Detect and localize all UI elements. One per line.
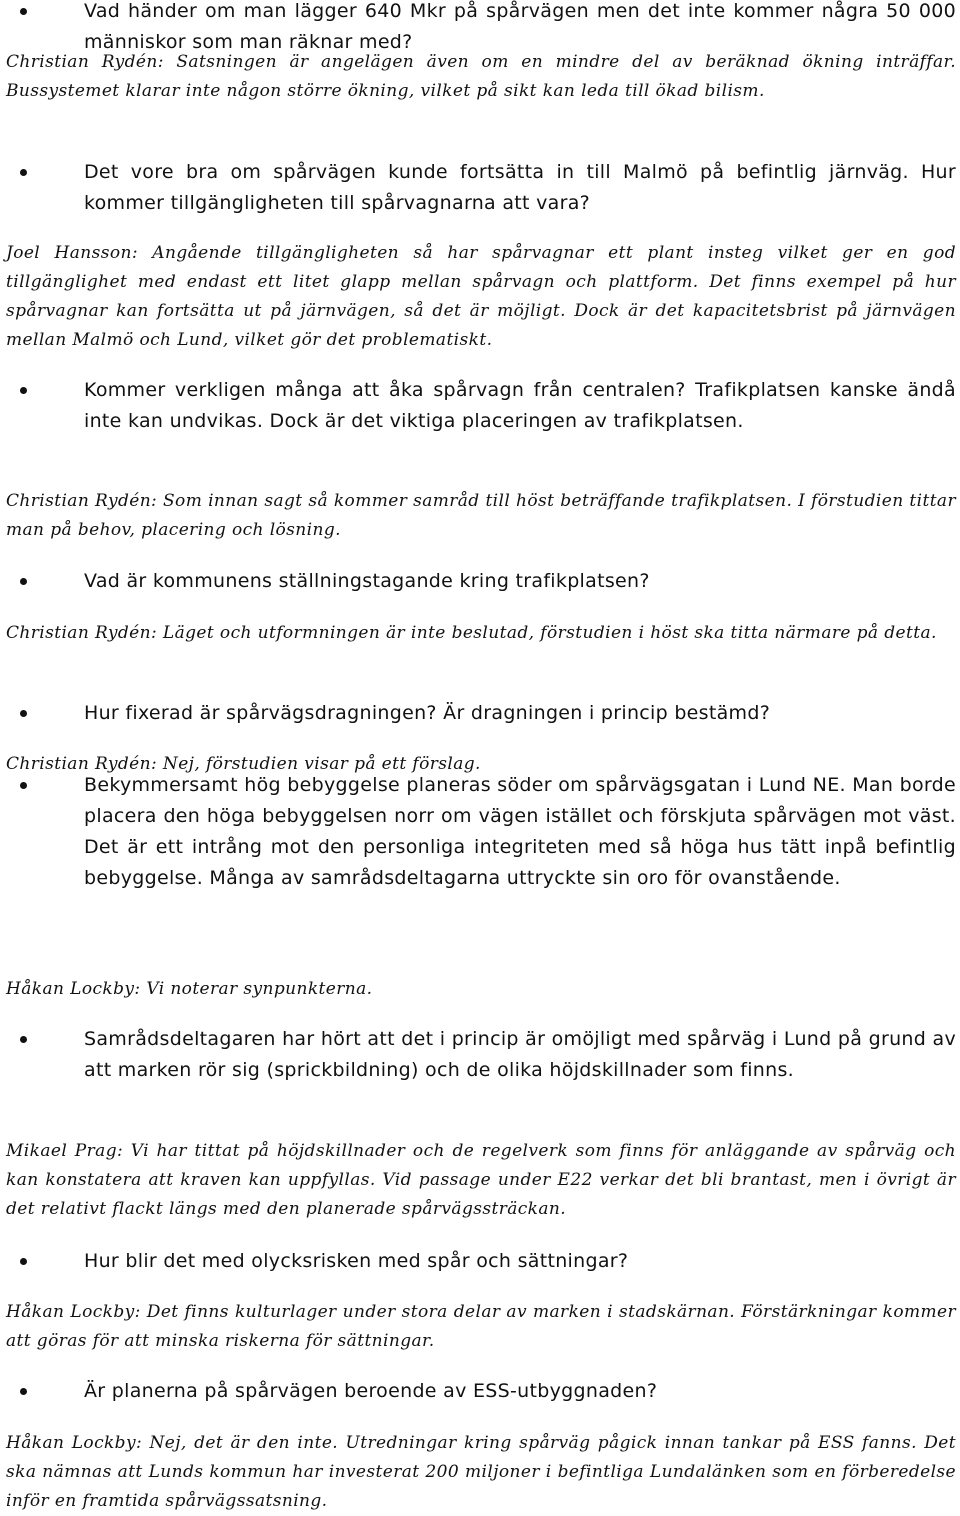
bullet-icon	[20, 782, 27, 789]
question-text: Samrådsdeltagaren har hört att det i princip är omöjligt med spårväg i Lund på grund av att marken rör sig (sprickbildning) och de olika höjdskillnader som finns.	[84, 1028, 956, 1081]
question-text: Det vore bra om spårvägen kunde fortsätta in till Malmö på befintlig järnväg. Hur kommer tillgängligheten till spårvagnarna att vara?	[84, 161, 956, 214]
answer-8: Håkan Lockby: Det finns kulturlager under stora delar av marken i stadskärnan. Förstärkningar kommer att göras för att minska riskerna för sättningar.	[6, 1302, 956, 1351]
bullet-icon	[20, 387, 27, 394]
question-text: Bekymmersamt hög bebyggelse planeras söder om spårvägsgatan i Lund NE. Man borde placera den höga bebyggelsen norr om vägen istället och förskjuta spårvägen mot väst. Det är ett intrång mot den personliga integriteten med så höga hus tätt inpå befintlig bebyggelse. Många av samrådsdeltagarna uttryckte sin oro för ovanstående.	[84, 774, 956, 889]
bullet-icon	[20, 1036, 27, 1043]
bullet-icon	[20, 710, 27, 717]
question-9	[84, 1376, 956, 1407]
bullet-icon	[20, 1388, 27, 1395]
question-text: Är planerna på spårvägen beroende av ESS-utbyggnaden?	[84, 1380, 658, 1402]
question-text: Hur fixerad är spårvägsdragningen? Är dragningen i princip bestämd?	[84, 702, 771, 724]
question-text: Vad är kommunens ställningstagande kring trafikplatsen?	[84, 570, 650, 592]
question-text: Kommer verkligen många att åka spårvagn från centralen? Trafikplatsen kanske ändå inte kan undvikas. Dock är det viktiga placeringen av trafikplatsen.	[84, 379, 956, 432]
bullet-icon	[20, 8, 27, 15]
question-text: Vad händer om man lägger 640 Mkr på spårvägen men det inte kommer några 50 000 människor som man räknar med?	[84, 0, 956, 53]
bullet-icon	[20, 169, 27, 176]
answer-7: Mikael Prag: Vi har tittat på höjdskillnader och de regelverk som finns för anläggande av spårväg och kan konstatera att kraven kan uppfyllas. Vid passage under E22 verkar det bli brantast, men i övrigt är det relativt flackt längs med den planerade spårvägssträckan.	[6, 1141, 956, 1219]
answer-2: Joel Hansson: Angående tillgängligheten så har spårvagnar ett plant insteg vilket ger en god tillgänglighet med endast ett litet glapp mellan spårvagn och plattform. Det finns exempel på hur spårvagnar kan fortsätta ut på järnvägen, så det är möjligt. Dock är det kapacitetsbrist på järnvägen mellan Malmö och Lund, vilket gör det problematiskt.	[6, 243, 956, 350]
question-2	[84, 157, 956, 219]
question-7	[84, 1024, 956, 1086]
answer-1: Christian Rydén: Satsningen är angelägen även om en mindre del av beräknad ökning inträffar. Bussystemet klarar inte någon större ökning, vilket på sikt kan leda till ökad bilism.	[6, 52, 956, 101]
question-6	[84, 770, 956, 894]
answer-9: Håkan Lockby: Nej, det är den inte. Utredningar kring spårväg pågick innan tankar på ESS fanns. Det ska nämnas att Lunds kommun har investerat 200 miljoner i befintliga Lundalänken som en förberedelse inför en framtida spårvägssatsning.	[6, 1433, 956, 1511]
question-text: Hur blir det med olycksrisken med spår och sättningar?	[84, 1250, 629, 1272]
answer-6: Håkan Lockby: Vi noterar synpunkterna.	[6, 979, 373, 999]
answer-3: Christian Rydén: Som innan sagt så kommer samråd till höst beträffande trafikplatsen. I förstudien tittar man på behov, placering och lösning.	[6, 491, 956, 540]
question-3	[84, 375, 956, 437]
bullet-icon	[20, 1258, 27, 1265]
answer-4: Christian Rydén: Läget och utformningen är inte beslutad, förstudien i höst ska titta närmare på detta.	[6, 623, 937, 643]
bullet-icon	[20, 578, 27, 585]
question-5	[84, 698, 956, 729]
question-4	[84, 566, 956, 597]
question-8	[84, 1246, 956, 1277]
answer-5: Christian Rydén: Nej, förstudien visar på ett förslag.	[6, 754, 481, 774]
